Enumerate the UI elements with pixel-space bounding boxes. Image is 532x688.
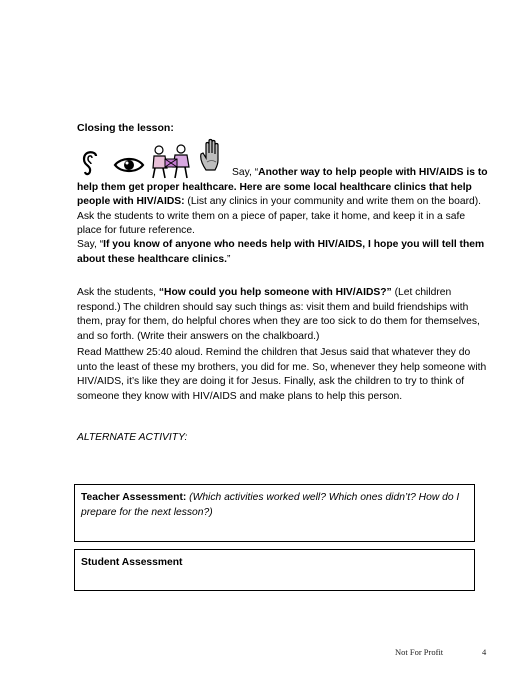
student-assessment-box[interactable] bbox=[74, 549, 475, 591]
closing-heading: Closing the lesson: bbox=[77, 122, 174, 134]
ask-prefix: Ask the students, bbox=[77, 287, 159, 298]
ask-question: “How could you help someone with HIV/AIDS?” bbox=[158, 287, 392, 298]
teacher-assessment-label: Teacher Assessment: bbox=[81, 492, 187, 503]
say-paragraph-2 bbox=[77, 238, 487, 267]
page-number: 4 bbox=[482, 647, 487, 657]
say-prefix: Say, “ bbox=[232, 167, 259, 178]
ask-paragraph bbox=[77, 286, 487, 344]
say-bold-text-2: If you know of anyone who needs help with HIV/AIDS, I hope you will tell them about these healthcare clinics. bbox=[77, 239, 485, 265]
say-prefix-2: Say, “ bbox=[77, 239, 104, 250]
matthew-paragraph: Read Matthew 25:40 aloud. Remind the children that Jesus said that whatever they do unto the least of these my brothers, you did for me. So, whenever they help someone with HIV/AIDS, it’s like they are doing it for Jesus. Finally, ask the children to try to think of someone they know with HIV/AIDS and make plans to help this person. bbox=[77, 347, 487, 402]
say-bold-text: Another way to help people with HIV/AIDS is to help them get proper healthcare. Here are some local healthcare clinics that help people with HIV/AIDS: bbox=[77, 167, 488, 208]
say-paragraph-1 bbox=[77, 166, 489, 239]
ask-instructions: (Let children respond.) The children should say such things as: visit them and build friendships with them, pray for them, do helpful chores when they are too sick to do them for themselves, and so forth. (Write their answers on the chalkboard.) bbox=[77, 287, 480, 342]
student-assessment-label: Student Assessment bbox=[81, 557, 183, 568]
footer-text: Not For Profit bbox=[395, 647, 444, 657]
teacher-assessment-box[interactable] bbox=[74, 484, 475, 542]
say-end-quote: ” bbox=[226, 253, 231, 265]
teacher-assessment-prompt: (Which activities worked well? Which ones didn’t? How do I prepare for the next lesson?) bbox=[81, 492, 460, 518]
say-instructions: (List any clinics in your community and write them on the board). Ask the students to write them on a piece of paper, take it home, and keep it in a safe place for future reference. bbox=[77, 196, 482, 237]
alternate-activity-label: ALTERNATE ACTIVITY: bbox=[77, 432, 188, 443]
